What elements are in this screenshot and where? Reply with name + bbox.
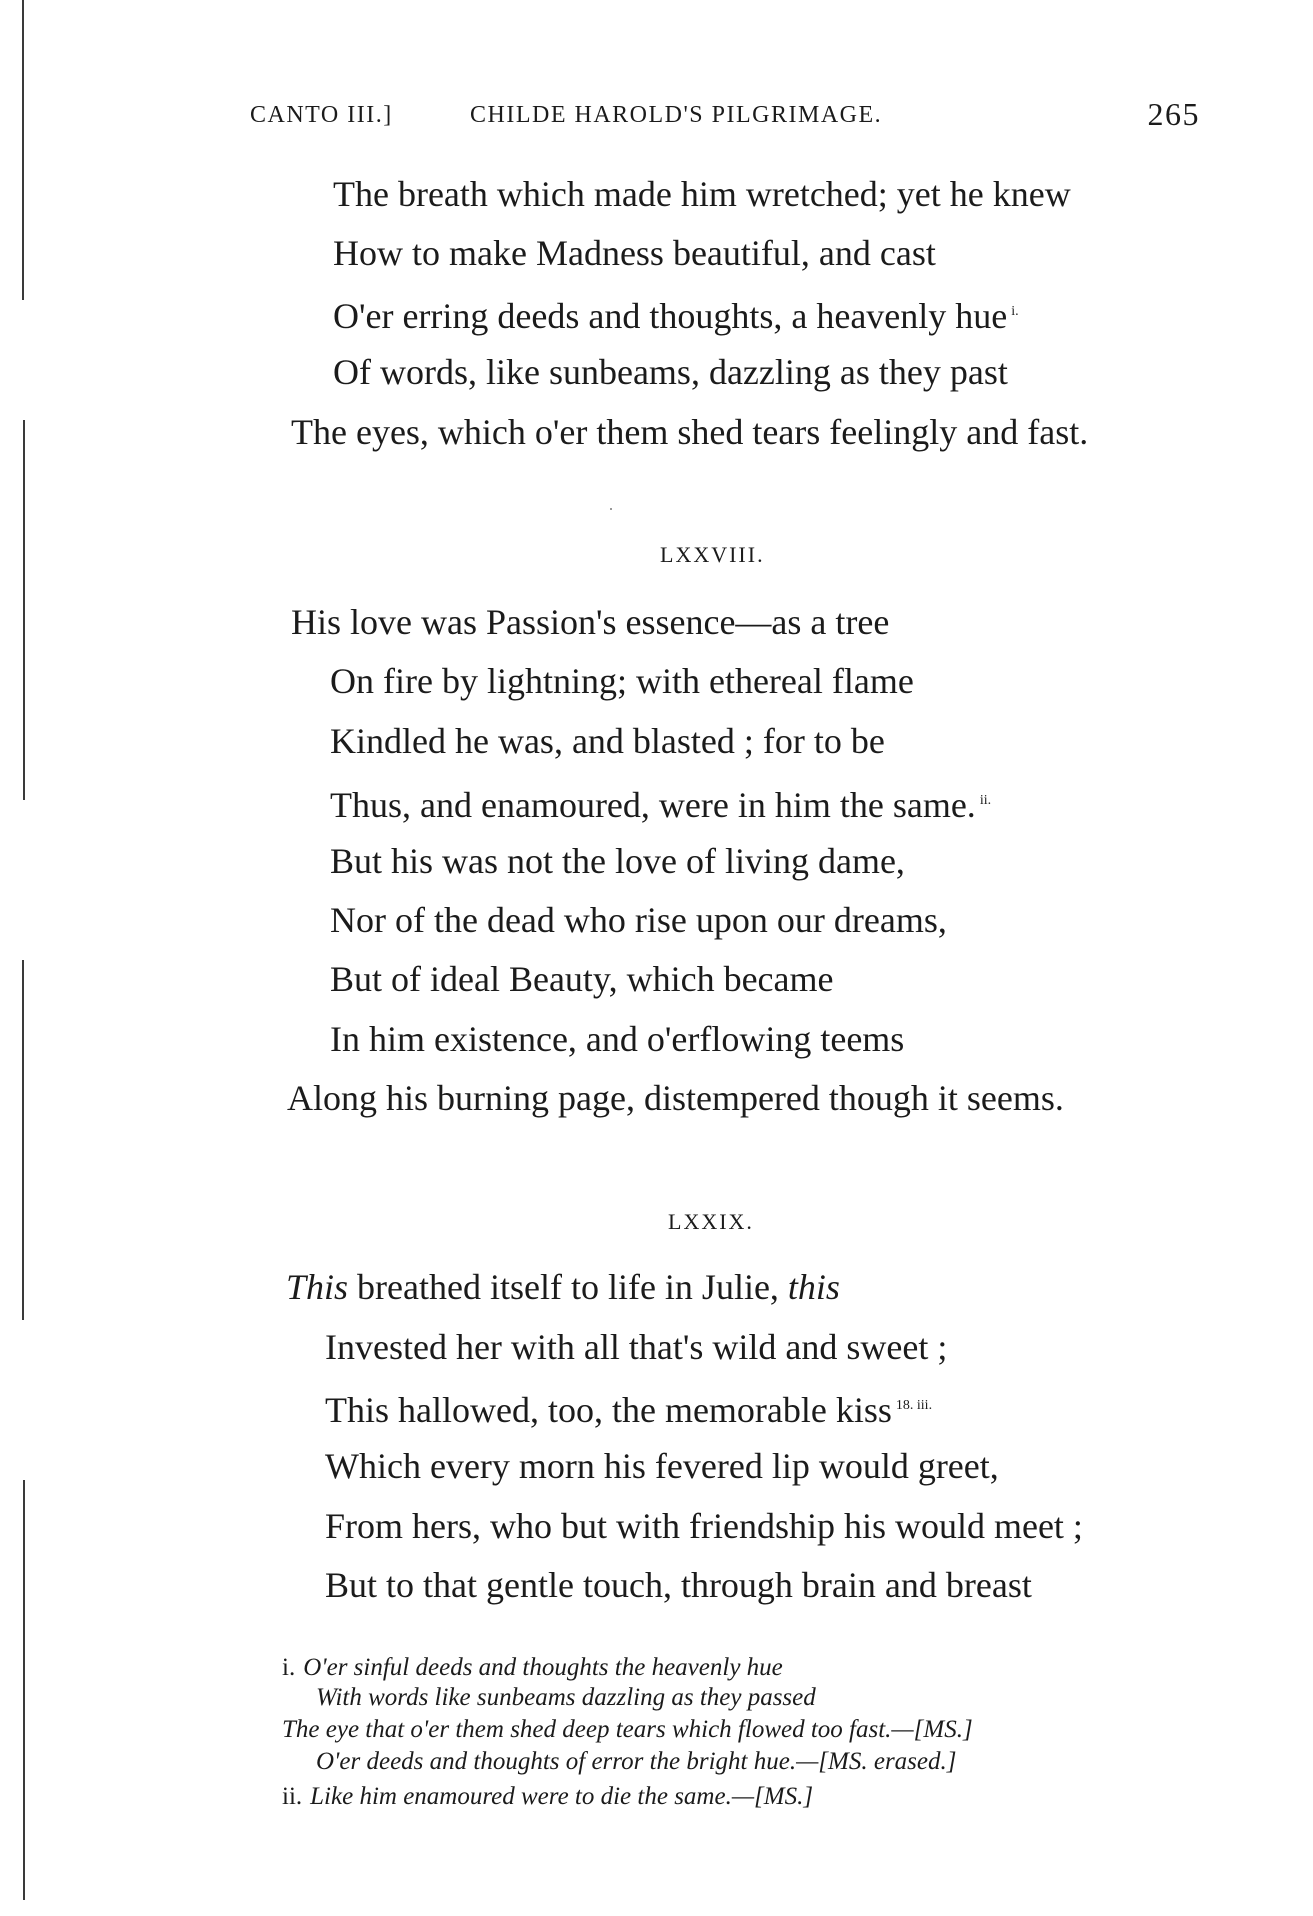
verse-line: Invested her with all that's wild and sweet ; — [325, 1327, 948, 1367]
verse-line: Thus, and enamoured, were in him the same. $^{ii.}$ — [330, 785, 992, 825]
verse-line: O'er erring deeds and thoughts, a heavenly hue $^{i.}$ — [333, 296, 1019, 336]
binding-line — [23, 420, 25, 800]
footnote-line: i. O'er sinful deeds and thoughts the heavenly hue — [282, 1654, 783, 1681]
verse-line: This hallowed, too, the memorable kiss $^{18. iii.}$ — [325, 1390, 933, 1430]
verse-line: Which every morn his fevered lip would greet, — [325, 1446, 999, 1486]
verse-line: But of ideal Beauty, which became — [330, 959, 834, 999]
footnote-line: O'er deeds and thoughts of error the bright hue.—[MS. erased.] — [316, 1748, 957, 1775]
footnote-marker: 18. iii. — [895, 1398, 933, 1413]
binding-edge — [22, 0, 28, 1916]
verse-line: Along his burning page, distempered though it seems. — [287, 1078, 1064, 1118]
verse-line: But his was not the love of living dame, — [330, 841, 905, 881]
running-head — [250, 96, 1200, 136]
verse-line: Kindled he was, and blasted ; for to be — [330, 721, 885, 761]
verse-line: How to make Madness beautiful, and cast — [333, 233, 936, 273]
footnote-number: ii. — [282, 1783, 303, 1810]
verse-line: The eyes, which o'er them shed tears feelingly and fast. — [291, 412, 1089, 452]
verse-line: But to that gentle touch, through brain and breast — [325, 1565, 1032, 1605]
footnote-marker: ii. — [979, 793, 992, 808]
binding-line — [23, 1480, 25, 1900]
verse-line: Of words, like sunbeams, dazzling as they past — [333, 352, 1008, 392]
footnote-line: ii. Like him enamoured were to die the same.—[MS.] — [282, 1783, 814, 1810]
footnote-line: With words like sunbeams dazzling as they passed — [316, 1684, 816, 1711]
verse-line: The breath which made him wretched; yet he knew — [333, 174, 1071, 214]
stanza-heading: LXXIX. — [668, 1209, 754, 1234]
book-title: CHILDE HAROLD'S PILGRIMAGE. — [470, 102, 883, 128]
print-speck — [610, 508, 612, 510]
verse-line: This breathed itself to life in Julie, this — [286, 1267, 840, 1307]
footnote-number: i. — [282, 1654, 296, 1681]
verse-line: From hers, who but with friendship his would meet ; — [325, 1506, 1083, 1546]
verse-line: In him existence, and o'erflowing teems — [330, 1019, 905, 1059]
footnote-line: The eye that o'er them shed deep tears which flowed too fast.—[MS.] — [282, 1716, 973, 1743]
binding-line — [22, 960, 24, 1320]
stanza-heading: LXXVIII. — [660, 542, 765, 567]
verse-line: Nor of the dead who rise upon our dreams, — [330, 900, 947, 940]
binding-line — [22, 0, 24, 300]
page-number: 265 — [1147, 96, 1200, 132]
canto-label: CANTO III.] — [250, 102, 393, 128]
verse-line: His love was Passion's essence—as a tree — [291, 602, 890, 642]
verse-line: On fire by lightning; with ethereal flame — [330, 661, 914, 701]
footnote-marker: i. — [1011, 304, 1019, 319]
